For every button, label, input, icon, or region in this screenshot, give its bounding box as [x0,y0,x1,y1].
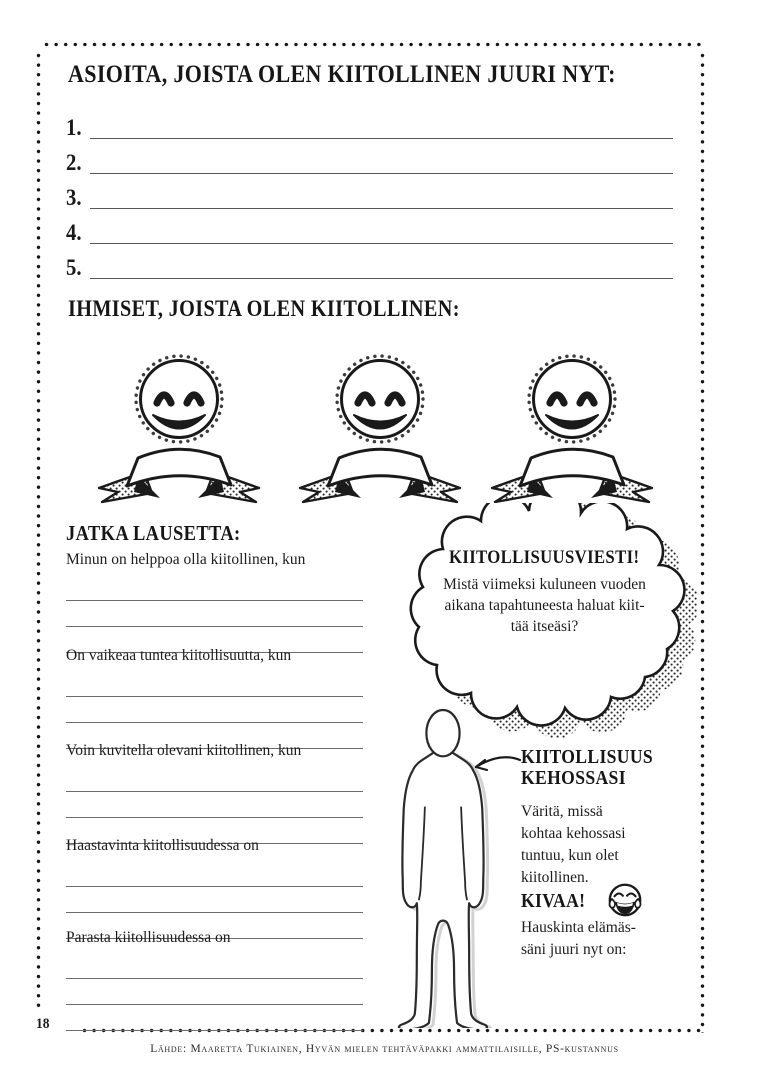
prompt-block [66,836,363,939]
list-item [66,209,673,244]
list-number: 5. [66,255,82,280]
list-item [66,244,673,279]
write-line[interactable] [90,138,673,174]
prompt-label: Minun on helppoa olla kiitollinen, kun [66,551,306,568]
write-line[interactable] [66,601,363,627]
list-number: 1. [66,115,82,140]
write-line[interactable] [90,173,673,209]
list-item [66,174,673,209]
list-number: 4. [66,220,82,245]
page-number: 18 [36,1016,50,1032]
write-line[interactable] [66,1005,363,1031]
prompt-block [66,646,363,749]
write-line[interactable] [66,861,363,887]
prompt-block [66,741,363,844]
prompt-label: Voin kuvitella olevani kiitollinen, kun [66,742,302,759]
section-people-title-wrap [68,297,513,321]
prompt-label: Parasta kiitollisuudessa on [66,929,231,946]
prompt-block [66,550,363,653]
frame-border-right [700,53,705,1033]
write-line[interactable] [66,953,363,979]
list-number: 3. [66,185,82,210]
fun-title: KIVAA! [521,889,586,912]
prompt-block [66,928,363,1031]
write-line[interactable] [90,243,673,279]
body-gratitude-text [521,801,691,889]
body-gratitude-title-line: KIITOLLISUUS [521,746,654,768]
write-line[interactable] [66,887,363,913]
list-number: 2. [66,150,82,175]
fun-text [521,917,696,961]
body-gratitude-line: tuntuu, kun olet [521,847,619,864]
person-smiley-banner-2[interactable] [295,352,465,510]
smiley-face-icon [492,356,652,502]
smiley-face-icon [300,356,460,502]
prompt-label: On vaikeaa tuntea kiitollisuutta, kun [66,647,292,664]
body-head[interactable] [426,710,459,756]
gratitude-message-line: Mistä viimeksi kuluneen vuoden [443,575,646,593]
gratitude-message-line: tää itseäsi? [510,617,579,635]
list-item [66,139,673,174]
write-line[interactable] [66,671,363,697]
write-line[interactable] [66,575,363,601]
body-gratitude-line: kiitollinen. [521,869,589,886]
section-things-grateful-title-wrap [68,62,690,88]
gratitude-message-line: aikana tapahtuneesta haluat kiit- [444,596,645,614]
continue-sentence-title: JATKA LAUSETTA: [66,521,241,545]
write-line[interactable] [90,208,673,244]
section-continue-title-wrap [66,522,264,545]
frame-border-left [36,53,41,1011]
write-line[interactable] [90,103,673,139]
list-item [66,104,673,139]
tears-of-joy-emoji-icon [604,880,646,922]
person-smiley-banner-1[interactable] [94,352,264,510]
gratitude-message [432,548,657,638]
people-section-title: IHMISET, JOISTA OLEN KIITOLLINEN: [68,296,460,321]
body-gratitude-line: kohtaa kehossasi [521,825,626,842]
body-gratitude-title-line: KEHOSSASI [521,767,626,789]
prompt-label: Haastavinta kiitollisuudessa on [66,837,259,854]
write-line[interactable] [66,979,363,1005]
fun-section [521,880,646,922]
body-gratitude-title [521,747,653,789]
gratitude-list [66,104,673,279]
write-line[interactable] [66,766,363,792]
curved-arrow-icon [466,753,522,781]
body-gratitude-line: Väritä, missä [521,803,603,820]
gratitude-message-title: KIITOLLISUUSVIESTI! [449,547,640,568]
source-credit: Lähde: Maaretta Tukiainen, Hyvän mielen tehtäväpakki ammattilaisille, PS-kustannus [150,1043,619,1055]
person-smiley-banner-3[interactable] [487,352,657,510]
frame-border-top [44,42,706,47]
page-title: ASIOITA, JOISTA OLEN KIITOLLINEN JUURI NYT: [68,61,616,88]
smiley-face-icon [99,356,259,502]
write-line[interactable] [66,792,363,818]
fun-text-line: säni juuri nyt on: [521,941,627,958]
write-line[interactable] [66,697,363,723]
fun-text-line: Hauskinta elämäs- [521,919,636,936]
